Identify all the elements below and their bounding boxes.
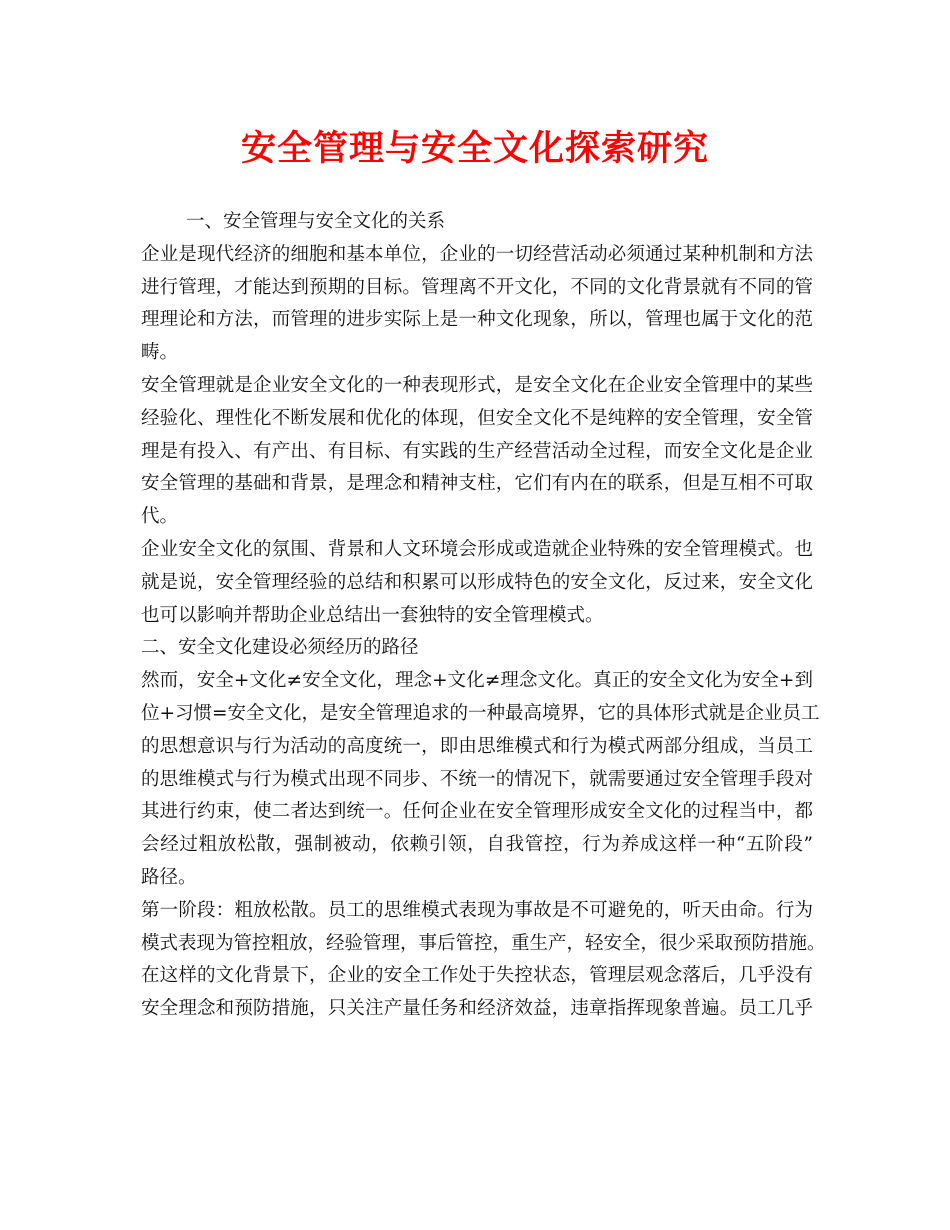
paragraph-line: 安全管理就是企业安全文化的一种表现形式，是安全文化在企业安全管理中的某些 [141,374,813,396]
paragraph-line: 畴。 [141,342,179,364]
paragraph-line: 其进行约束，使二者达到统一。任何企业在安全管理形成安全文化的过程当中，都 [141,801,813,823]
paragraph-line: 的思维模式与行为模式出现不同步、不统一的情况下，就需要通过安全管理手段对 [141,768,813,790]
paragraph-line: 第一阶段：粗放松散。员工的思维模式表现为事故是不可避免的，听天由命。行为 [141,899,813,921]
paragraph-line: 安全理念和预防措施，只关注产量任务和经济效益，违章指挥现象普遍。员工几乎 [141,998,813,1020]
paragraph-line: 代。 [141,506,179,528]
paragraph-line: 就是说，安全管理经验的总结和积累可以形成特色的安全文化，反过来，安全文化 [141,571,813,593]
paragraph-line: 路径。 [141,866,197,888]
paragraph-line: 然而，安全+文化≠安全文化，理念+文化≠理念文化。真正的安全文化为安全+到 [141,670,813,692]
paragraph-line: 的思想意识与行为活动的高度统一，即由思维模式和行为模式两部分组成，当员工 [141,735,813,757]
paragraph-line: 进行管理，才能达到预期的目标。管理离不开文化，不同的文化背景就有不同的管 [141,276,813,298]
section-heading-1: 一、安全管理与安全文化的关系 [186,211,446,232]
paragraph-line: 会经过粗放松散，强制被动，依赖引领，自我管控，行为养成这样一种“五阶段” [141,834,813,856]
paragraph-line: 安全管理的基础和背景，是理念和精神支柱，它们有内在的联系，但是互相不可取 [141,473,813,495]
section-heading-2: 二、安全文化建设必须经历的路径 [141,637,419,659]
paragraph-line: 经验化、理性化不断发展和优化的体现，但安全文化不是纯粹的安全管理，安全管 [141,407,813,429]
paragraph-line: 模式表现为管控粗放，经验管理，事后管控，重生产，轻安全，很少采取预防措施。 [141,932,826,954]
document-title: 安全管理与安全文化探索研究 [240,128,709,169]
paragraph-line: 企业安全文化的氛围、背景和人文环境会形成或造就企业特殊的安全管理模式。也 [141,538,813,560]
paragraph-line: 在这样的文化背景下，企业的安全工作处于失控状态，管理层观念落后，几乎没有 [141,965,813,987]
paragraph-line: 企业是现代经济的细胞和基本单位，企业的一切经营活动必须通过某种机制和方法 [141,243,813,265]
paragraph-line: 也可以影响并帮助企业总结出一套独特的安全管理模式。 [141,604,604,626]
paragraph-line: 理理论和方法，而管理的进步实际上是一种文化现象，所以，管理也属于文化的范 [141,309,813,331]
paragraph-line: 理是有投入、有产出、有目标、有实践的生产经营活动全过程，而安全文化是企业 [141,440,813,462]
paragraph-line: 位+习惯=安全文化，是安全管理追求的一种最高境界，它的具体形式就是企业员工 [141,702,820,724]
document-body [141,206,826,1026]
